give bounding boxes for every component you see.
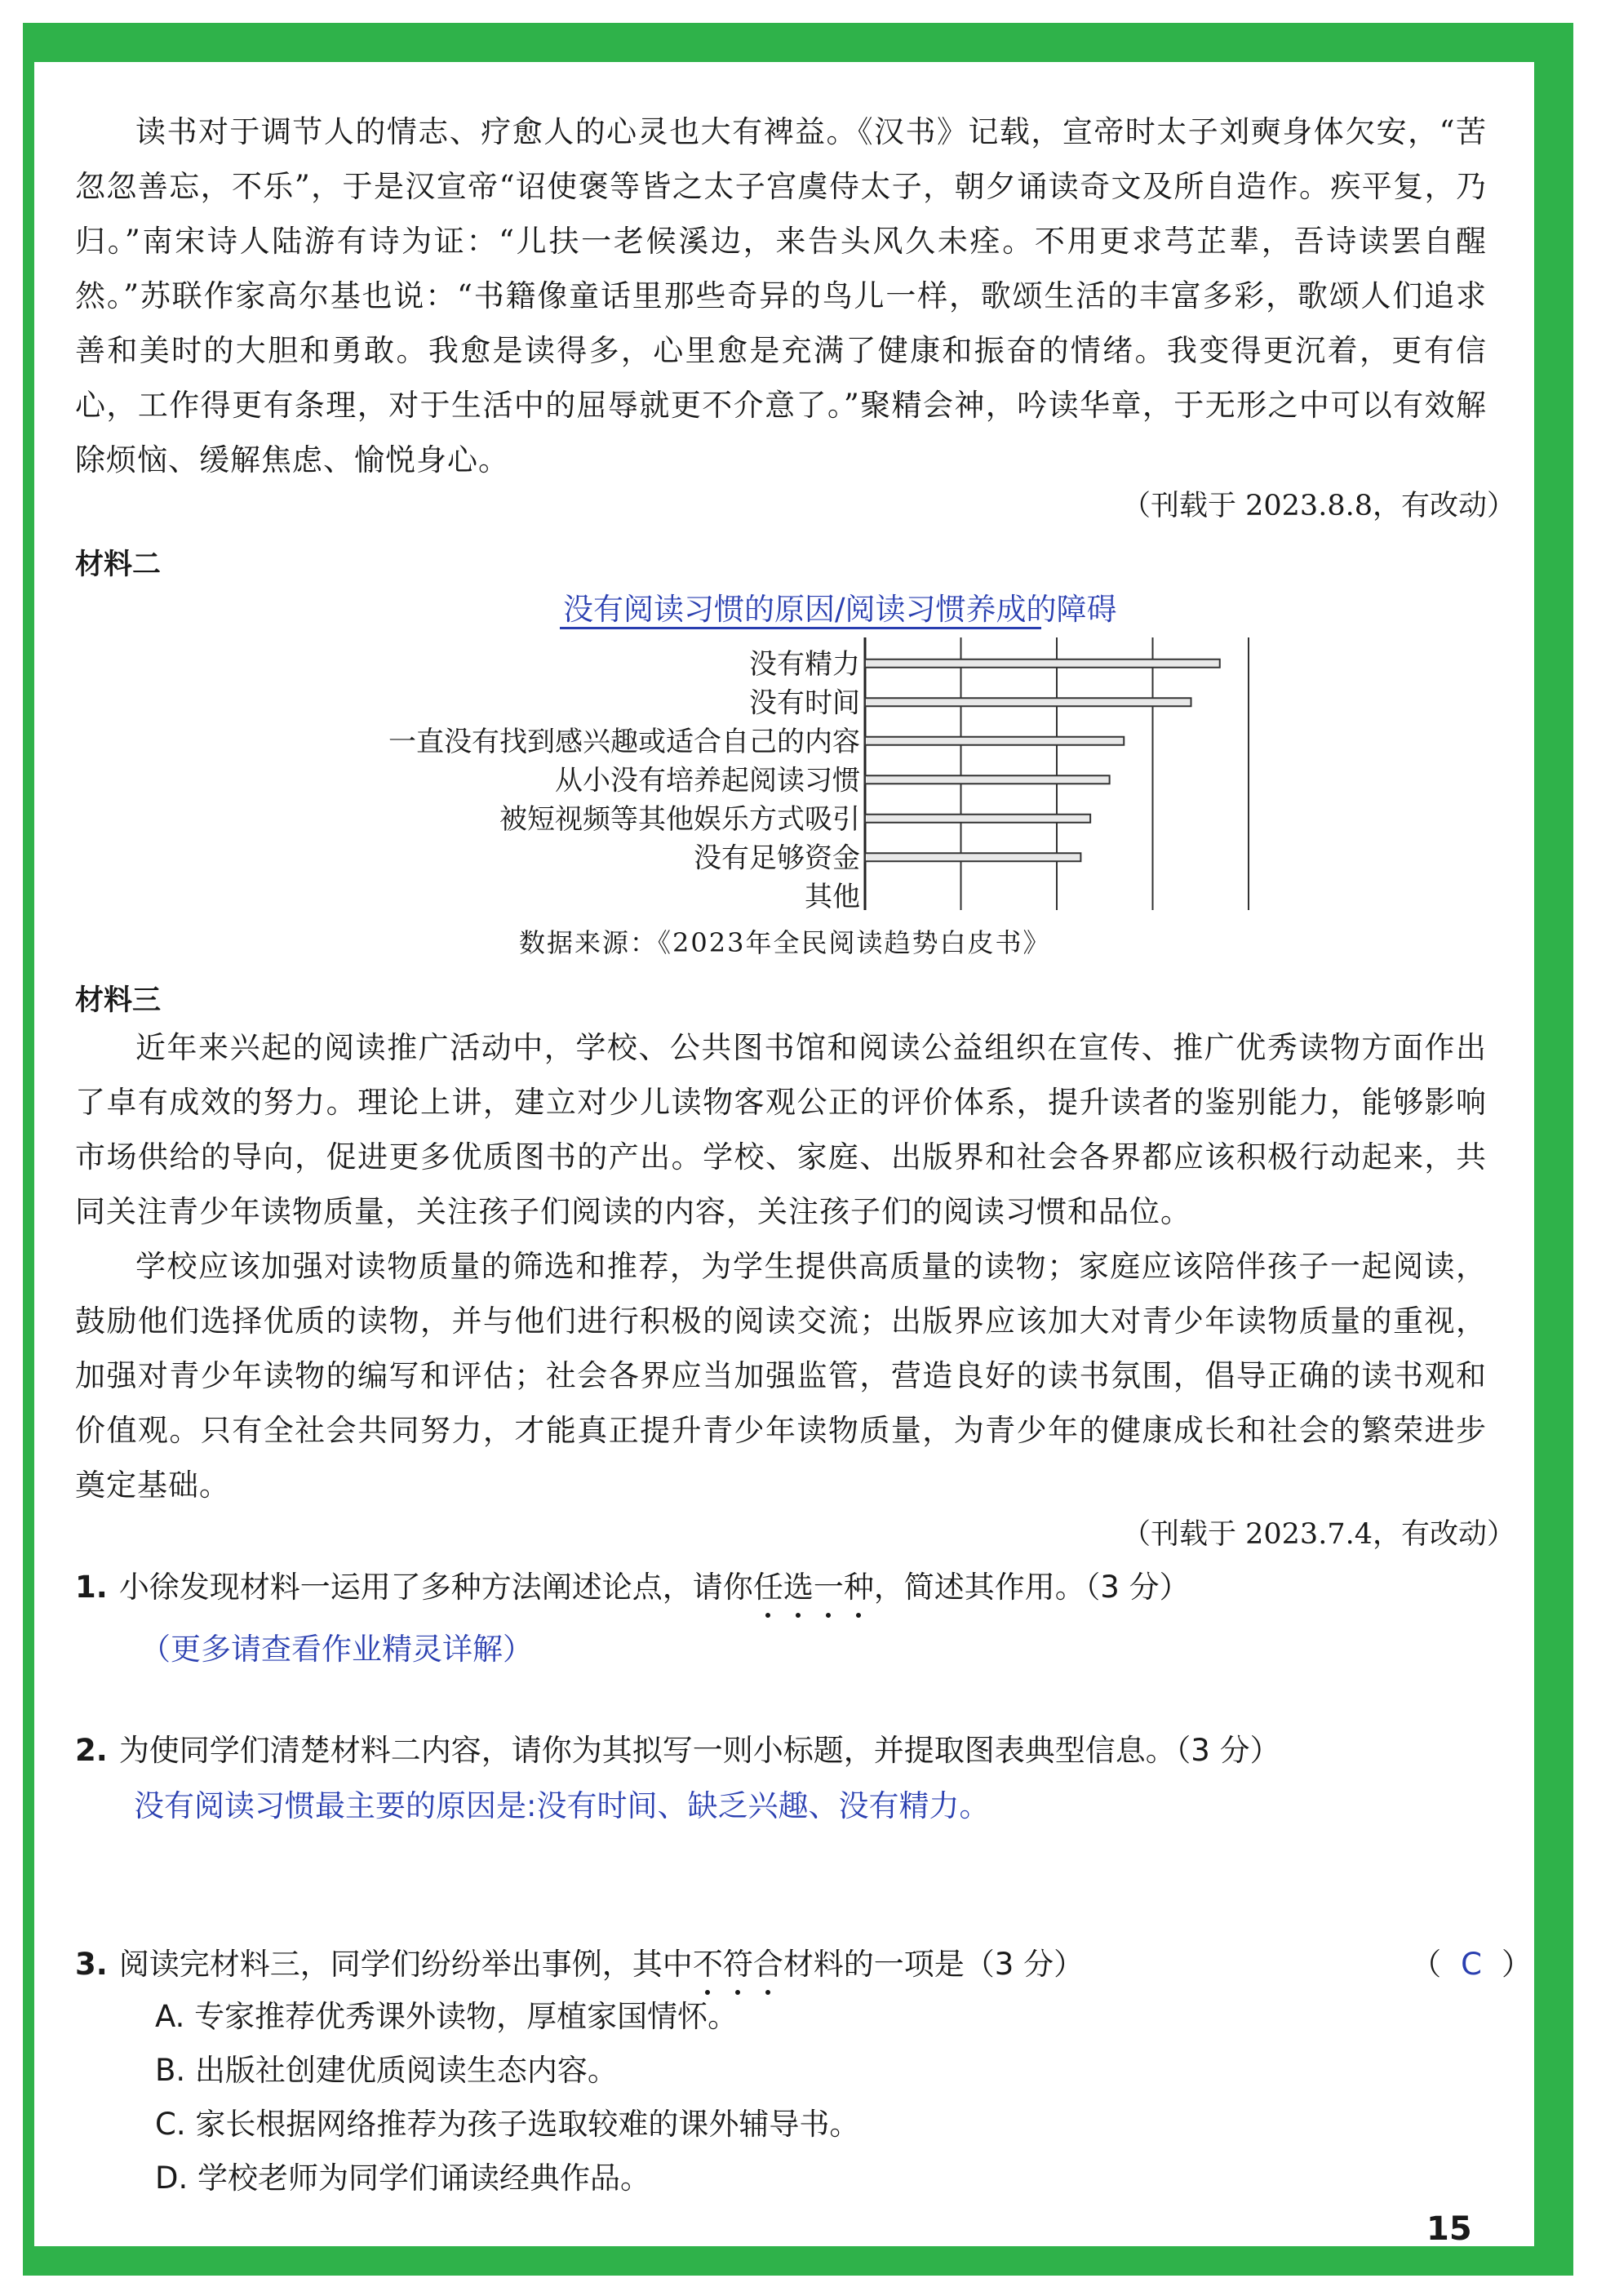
option-a: A. 专家推荐优秀课外读物，厚植家国情怀。 (155, 1999, 739, 2034)
material3-source: （刊载于 2023.7.4，有改动） (1122, 1518, 1515, 1551)
material2-heading: 材料二 (75, 548, 162, 581)
question-3-emphasis-char: 符 (723, 1939, 753, 1983)
chart-category-label: 没有精力 (749, 647, 860, 681)
question-1-emphasis-char: 选 (783, 1562, 814, 1606)
question-1-text-before: 小徐发现材料一运用了多种方法阐述论点，请你 (118, 1570, 753, 1605)
chart-title-underline (560, 627, 1041, 629)
question-2-text: 为使同学们清楚材料二内容，请你为其拟写一则小标题，并提取图表典型信息。（3 分） (118, 1733, 1280, 1768)
option-d: D. 学校老师为同学们诵读经典作品。 (155, 2161, 651, 2196)
chart-category-label: 从小没有培养起阅读习惯 (555, 764, 860, 797)
chart-bar (865, 853, 1080, 861)
question-3-answer: C (1461, 1947, 1482, 1982)
question-2-answer: 没有阅读习惯最主要的原因是:没有时间、缺乏兴趣、没有精力。 (134, 1788, 990, 1823)
bracket-close: ） (1502, 1947, 1532, 1982)
question-3 (75, 1939, 1084, 1983)
chart-title: 没有阅读习惯的原因/阅读习惯养成的障碍 (563, 592, 1117, 627)
question-3-answer-bracket (1411, 1939, 1532, 1983)
page-frame-top (23, 23, 1573, 62)
question-1-emphasis-char: 种 (844, 1562, 874, 1606)
chart-bar (865, 737, 1124, 745)
question-2 (75, 1725, 1280, 1770)
question-1-emphasis-char: 任 (753, 1562, 783, 1606)
chart-bar (865, 815, 1090, 823)
question-3-number: 3. (75, 1947, 108, 1982)
page-frame-bottom (23, 2246, 1573, 2276)
chart-category-label: 没有时间 (749, 686, 860, 720)
material1-source: （刊载于 2023.8.8，有改动） (1122, 490, 1515, 522)
question-1 (75, 1562, 1190, 1606)
bar-chart (326, 633, 1273, 910)
bracket-open: （ (1411, 1947, 1442, 1982)
chart-category-label: 一直没有找到感兴趣或适合自己的内容 (388, 725, 860, 758)
chart-category-label: 被短视频等其他娱乐方式吸引 (499, 802, 860, 836)
chart-bar (865, 698, 1191, 706)
question-3-text-after: 材料的一项是（3 分） (783, 1947, 1085, 1982)
option-b: B. 出版社创建优质阅读生态内容。 (155, 2053, 618, 2088)
option-c: C. 家长根据网络推荐为孩子选取较难的课外辅导书。 (155, 2107, 860, 2142)
question-3-text-before: 阅读完材料三，同学们纷纷举出事例，其中 (118, 1947, 693, 1982)
question-1-emphasis-char: 一 (814, 1562, 844, 1606)
question-1-text-after: ，简述其作用。（3 分） (873, 1570, 1190, 1605)
question-3-emphasis-char: 合 (753, 1939, 783, 1983)
chart-bar (865, 659, 1220, 668)
material3-paragraph-1: 近年来兴起的阅读推广活动中，学校、公共图书馆和阅读公益组织在宣传、推广优秀读物方面作出了卓有成效的努力。理论上讲，建立对少儿读物客观公正的评价体系，提升读者的鉴别能力，能够影响市场供给的导向，促进更多优质图书的产出。学校、家庭、出版界和社会各界都应该积极行动起来，共同关注青少年读物质量，关注孩子们阅读的内容，关注孩子们的阅读习惯和品位。 (75, 1030, 1487, 1229)
chart-category-label: 没有足够资金 (694, 842, 860, 875)
question-1-number: 1. (75, 1570, 108, 1605)
page-number: 15 (1426, 2210, 1472, 2248)
material1-paragraph: 读书对于调节人的情志、疗愈人的心灵也大有裨益。《汉书》记载，宣帝时太子刘奭身体欠安，“苦忽忽善忘，不乐”，于是汉宣帝“诏使褒等皆之太子宫虞侍太子，朝夕诵读奇文及所自造作。疾平复，乃归。”南宋诗人陆游有诗为证：“儿扶一老候溪边，来告头风久未痊。不用更求芎芷辈，吾诗读罢自醒然。”苏联作家高尔基也说：“书籍像童话里那些奇异的鸟儿一样，歌颂生活的丰富多彩，歌颂人们追求善和美时的大胆和勇敢。我愈是读得多，心里愈是充满了健康和振奋的情绪。我变得更沉着，更有信心，工作得更有条理，对于生活中的屈辱就更不介意了。”聚精会神，吟读华章，于无形之中可以有效解除烦恼、缓解焦虑、愉悦身心。 (75, 114, 1487, 477)
chart-category-label: 其他 (805, 880, 860, 910)
material3-paragraph-2: 学校应该加强对读物质量的筛选和推荐，为学生提供高质量的读物；家庭应该陪伴孩子一起阅读，鼓励他们选择优质的读物，并与他们进行积极的阅读交流；出版界应该加大对青少年读物质量的重视，加强对青少年读物的编写和评估；社会各界应当加强监管，营造良好的读书氛围，倡导正确的读书观和价值观。只有全社会共同努力，才能真正提升青少年读物质量，为青少年的健康成长和社会的繁荣进步奠定基础。 (75, 1249, 1487, 1503)
page-frame-right (1534, 23, 1573, 2276)
page-frame-left (23, 23, 34, 2276)
question-3-emphasis-char: 不 (693, 1939, 723, 1983)
chart-source: 数据来源：《2023年全民阅读趋势白皮书》 (519, 927, 1051, 958)
question-1-answer: （更多请查看作业精灵详解） (140, 1632, 533, 1667)
question-2-number: 2. (75, 1733, 108, 1768)
chart-bar (865, 775, 1110, 784)
material3-heading: 材料三 (75, 984, 162, 1017)
